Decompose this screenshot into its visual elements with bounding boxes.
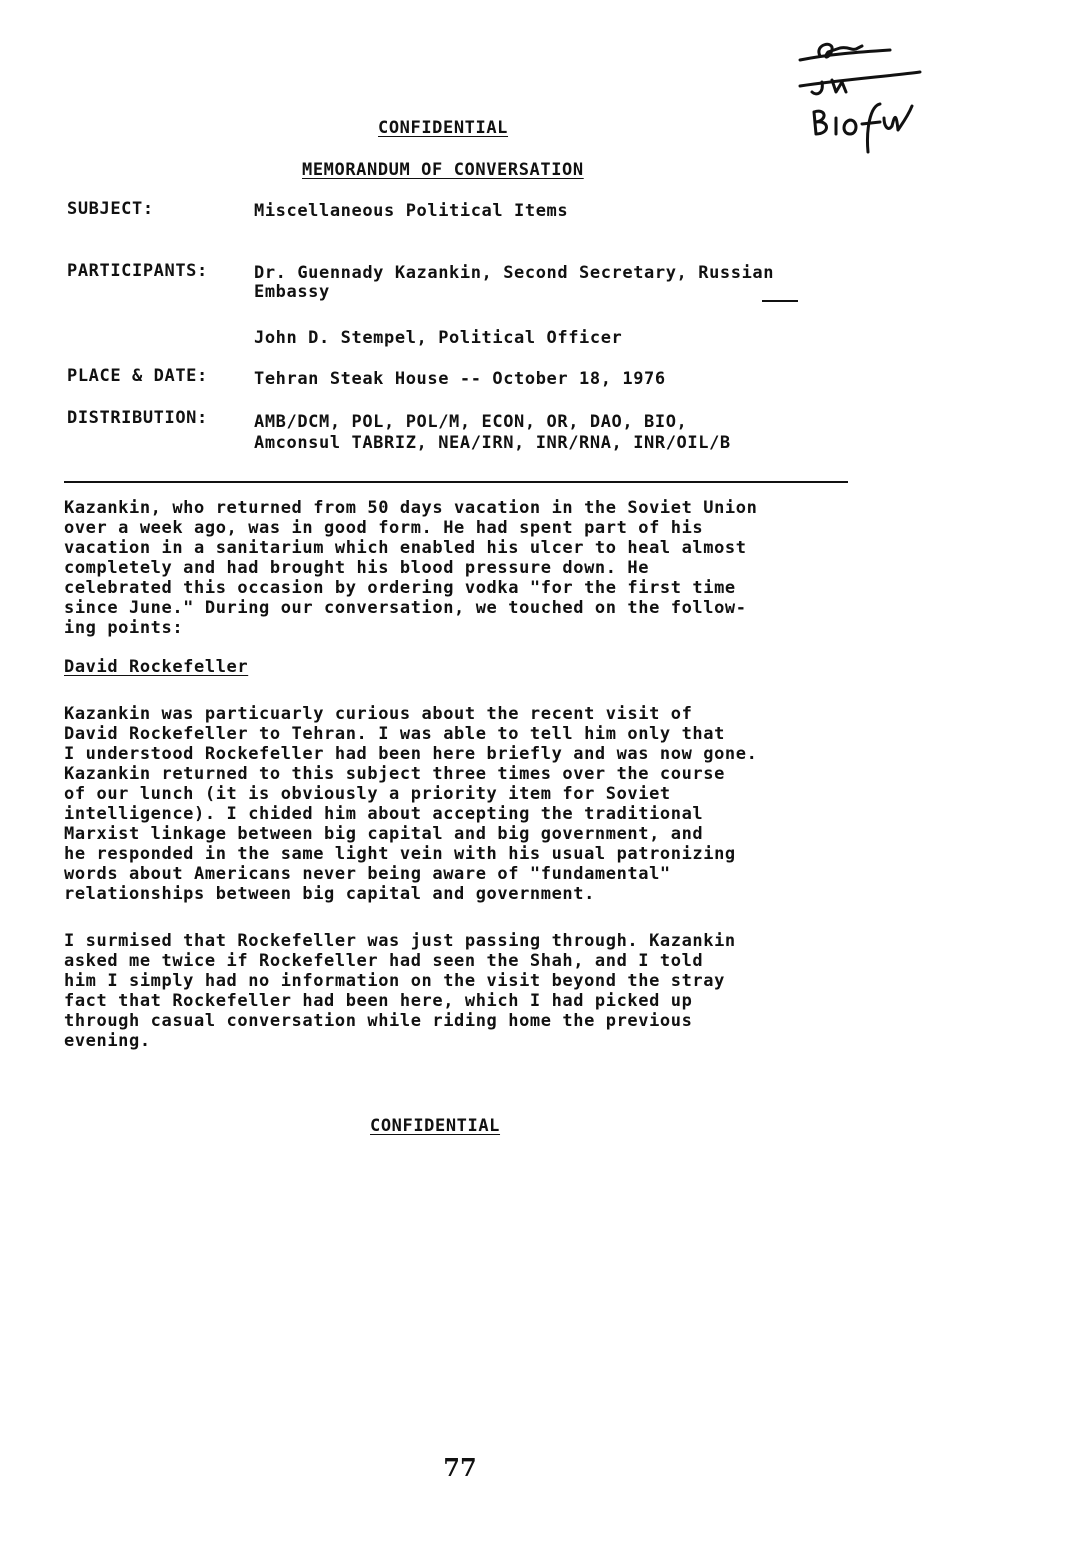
distribution-label: DISTRIBUTION:: [67, 408, 208, 428]
horizontal-divider: [64, 481, 848, 483]
bottom-classification: CONFIDENTIAL: [370, 1116, 501, 1136]
participant-1-line-2: Embassy: [254, 282, 330, 302]
rockefeller-paragraph-2: I surmised that Rockefeller was just passing through. Kazankin asked me twice if Rockefeller had seen the Shah, and I told him I simply had no information on the visit beyond the stray fact that Rockefeller had been here, which I had picked up through casual conversation while riding home the previous evening.: [64, 931, 736, 1051]
intro-paragraph: Kazankin, who returned from 50 days vacation in the Soviet Union over a week ago, was in good form. He had spent part of his vacation in a sanitarium which enabled his ulcer to heal almost completely and had brought his blood pressure down. He celebrated this occasion by ordering vodka "for the first time since June." During our conversation, we touched on the follow- ing points:: [64, 498, 758, 638]
subject-value: Miscellaneous Political Items: [254, 201, 569, 221]
place-label: PLACE & DATE:: [67, 366, 208, 386]
distribution-line-1: AMB/DCM, POL, POL/M, ECON, OR, DAO, BIO,: [254, 412, 688, 432]
handwritten-annotation: [780, 34, 930, 164]
subject-label: SUBJECT:: [67, 199, 154, 219]
underline-mark: [762, 300, 798, 302]
participants-label: PARTICIPANTS:: [67, 261, 208, 281]
participant-1-line-1: Dr. Guennady Kazankin, Second Secretary, Russian: [254, 263, 775, 283]
top-classification: CONFIDENTIAL: [378, 118, 509, 138]
document-title: MEMORANDUM OF CONVERSATION: [302, 160, 584, 180]
distribution-line-2: Amconsul TABRIZ, NEA/IRN, INR/RNA, INR/OIL/B: [254, 433, 731, 453]
participant-2: John D. Stempel, Political Officer: [254, 328, 623, 348]
section-heading: David Rockefeller: [64, 657, 249, 677]
rockefeller-paragraph-1: Kazankin was particuarly curious about the recent visit of David Rockefeller to Tehran. I was able to tell him only that I understood Rockefeller had been here briefly and was now gone. Kazankin returned to this subject three times over the course of our lunch (it is obviously a priority item for Soviet intelligence). I chided him about accepting the traditional Marxist linkage between big capital and big government, and he responded in the same light vein with his usual patronizing words about Americans never being aware of "fundamental" relationships between big capital and government.: [64, 704, 758, 904]
page-number: 77: [443, 1453, 477, 1482]
place-value: Tehran Steak House -- October 18, 1976: [254, 369, 666, 389]
